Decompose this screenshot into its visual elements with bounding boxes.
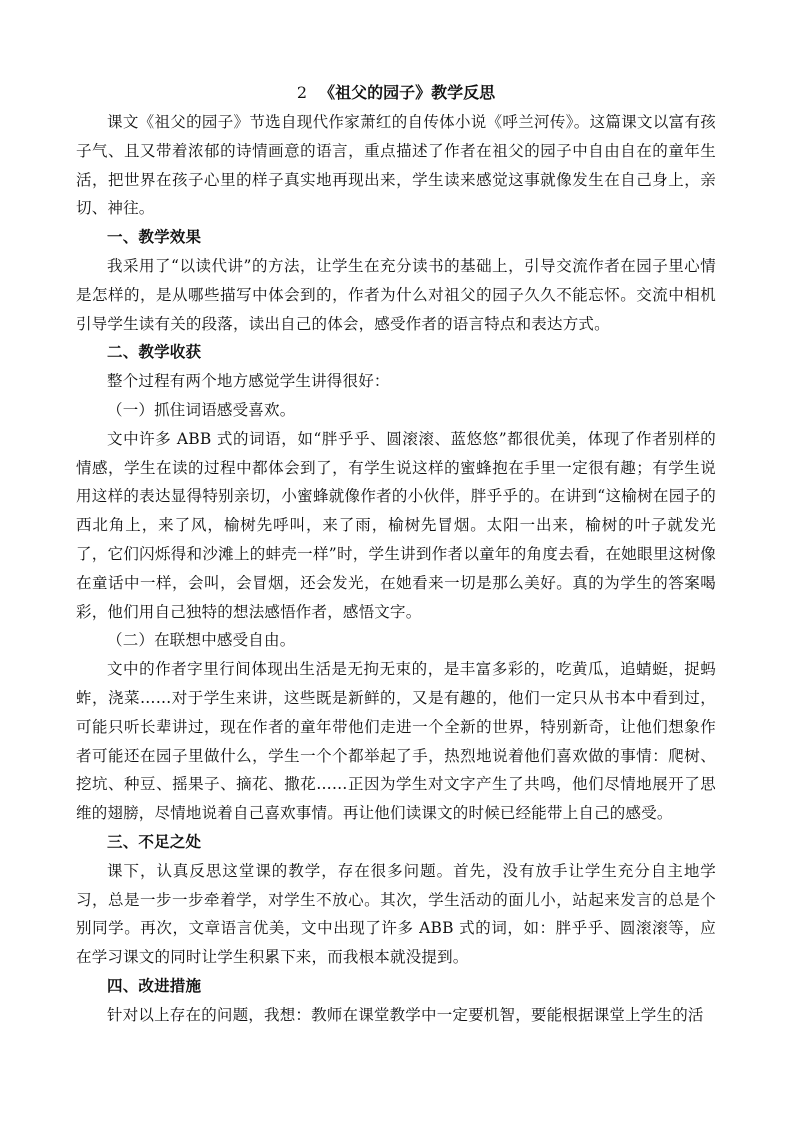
- intro-paragraph: 课文《祖父的园子》节选自现代作家萧红的自传体小说《呼兰河传》。这篇课文以富有孩子气、且又带着浓郁的诗情画意的语言，重点描述了作者在祖父的园子中自由自在的童年生活，把世界在孩子心里的样子真实地再现出来，学生读来感觉这事就像发生在自己身上，亲切、神往。: [76, 113, 716, 218]
- subheading-freedom: （二）在联想中感受自由。: [107, 631, 296, 650]
- freedom-paragraph: 文中的作者字里行间体现出生活是无拘无束的，是丰富多彩的，吃黄瓜，追蜻蜓，捉蚂蚱，浇菜……对于学生来讲，这些既是新鲜的，又是有趣的，他们一定只从书本中看到过，可能只听长辈讲过，现在作者的童年带他们走进一个全新的世界，特别新奇，让他们想象作者可能还在园子里做什么，学生一个个都举起了手，热烈地说着他们喜欢做的事情：爬树、挖坑、种豆、摇果子、摘花、撒花……正因为学生对文字产生了共鸣，他们尽情地展开了思维的翅膀，尽情地说着自己喜欢事情。再让他们读课文的时候已经能带上自己的感受。: [76, 660, 716, 823]
- section-heading-gains: 二、教学收获: [107, 342, 202, 362]
- words-paragraph: 文中许多 ABB 式的词语，如“胖乎乎、圆滚滚、蓝悠悠”都很优美，体现了作者别样的情感，学生在读的过程中都体会到了，有学生说这样的蜜蜂抱在手里一定很有趣；有学生说用这样的表达显得特别亲切，小蜜蜂就像作者的小伙伴，胖乎乎的。在讲到“这榆树在园子的西北角上，来了风，榆树先呼叫，来了雨，榆树先冒烟。太阳一出来，榆树的叶子就发光了，它们闪烁得和沙滩上的蚌壳一样”时，学生讲到作者以童年的角度去看，在她眼里这树像在童话中一样，会叫，会冒烟，还会发光，在她看来一切是那么美好。真的为学生的答案喝彩，他们用自己独特的想法感悟作者，感悟文字。: [76, 429, 716, 621]
- effect-paragraph: 我采用了“以读代讲”的方法，让学生在充分读书的基础上，引导交流作者在园子里心情是怎样的，是从哪些描写中体会到的，作者为什么对祖父的园子久久不能忘怀。交流中相机引导学生读有关的段落，读出自己的体会，感受作者的语言特点和表达方式。: [76, 256, 716, 333]
- gains-intro-paragraph: 整个过程有两个地方感觉学生讲得很好：: [107, 372, 390, 391]
- title-text: 《祖父的园子》教学反思: [319, 83, 496, 102]
- improvements-paragraph: 针对以上存在的问题，我想：教师在课堂教学中一定要机智，要能根据课堂上学生的活: [107, 1005, 704, 1024]
- document-title: [76, 80, 716, 106]
- document-page: [76, 80, 716, 1030]
- section-heading-improvements: 四、改进措施: [107, 975, 202, 995]
- section-heading-effect: 一、教学效果: [107, 227, 202, 247]
- subheading-words: （一）抓住词语感受喜欢。: [107, 400, 296, 419]
- shortcomings-paragraph: 课下，认真反思这堂课的教学，存在很多问题。首先，没有放手让学生充分自主地学习，总是一步一步牵着学，对学生不放心。其次，学生活动的面儿小，站起来发言的总是个别同学。再次，文章语言优美，文中出现了许多 ABB 式的词，如：胖乎乎、圆滚滚等，应在学习课文的同时让学生积累下来，而我根本就没提到。: [76, 861, 716, 967]
- section-heading-shortcomings: 三、不足之处: [107, 831, 202, 851]
- title-number: 2: [296, 83, 308, 102]
